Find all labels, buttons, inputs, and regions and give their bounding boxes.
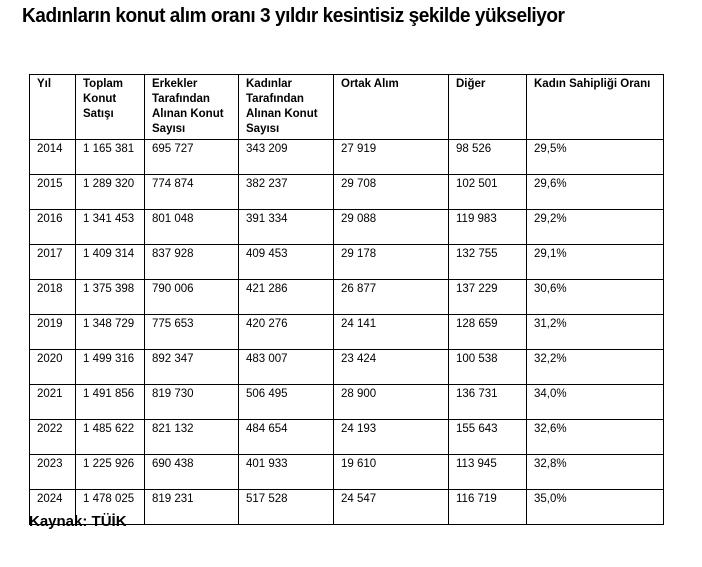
cell-men-purchases: 774 874 (145, 175, 239, 210)
cell-year: 2015 (30, 175, 76, 210)
cell-joint-purchases: 24 547 (334, 490, 449, 525)
cell-total-sales: 1 478 025 (76, 490, 145, 525)
cell-women-ownership-rate: 29,5% (527, 140, 664, 175)
header-joint-purchases: Ortak Alım (334, 75, 449, 140)
cell-women-purchases: 484 654 (239, 420, 334, 455)
cell-total-sales: 1 409 314 (76, 245, 145, 280)
table-row (30, 385, 664, 420)
cell-men-purchases: 819 231 (145, 490, 239, 525)
header-women-purchases: Kadınlar Tarafından Alınan Konut Sayısı (239, 75, 334, 140)
cell-year: 2019 (30, 315, 76, 350)
table-row (30, 350, 664, 385)
cell-total-sales: 1 348 729 (76, 315, 145, 350)
cell-joint-purchases: 28 900 (334, 385, 449, 420)
table-header-row (30, 75, 664, 140)
cell-women-ownership-rate: 32,8% (527, 455, 664, 490)
cell-total-sales: 1 225 926 (76, 455, 145, 490)
cell-women-purchases: 420 276 (239, 315, 334, 350)
cell-year: 2018 (30, 280, 76, 315)
cell-other: 113 945 (449, 455, 527, 490)
cell-joint-purchases: 27 919 (334, 140, 449, 175)
cell-men-purchases: 690 438 (145, 455, 239, 490)
cell-women-purchases: 517 528 (239, 490, 334, 525)
cell-joint-purchases: 24 193 (334, 420, 449, 455)
cell-total-sales: 1 375 398 (76, 280, 145, 315)
source-note: Kaynak: TÜİK (29, 513, 127, 530)
cell-total-sales: 1 499 316 (76, 350, 145, 385)
cell-women-ownership-rate: 35,0% (527, 490, 664, 525)
table-row (30, 455, 664, 490)
cell-year: 2023 (30, 455, 76, 490)
cell-women-purchases: 401 933 (239, 455, 334, 490)
cell-joint-purchases: 29 178 (334, 245, 449, 280)
cell-other: 136 731 (449, 385, 527, 420)
cell-women-ownership-rate: 29,1% (527, 245, 664, 280)
cell-women-purchases: 506 495 (239, 385, 334, 420)
cell-year: 2024 (30, 490, 76, 525)
cell-other: 119 983 (449, 210, 527, 245)
table-row (30, 315, 664, 350)
cell-other: 116 719 (449, 490, 527, 525)
housing-sales-table (29, 74, 664, 525)
cell-other: 98 526 (449, 140, 527, 175)
cell-men-purchases: 892 347 (145, 350, 239, 385)
cell-joint-purchases: 24 141 (334, 315, 449, 350)
cell-other: 128 659 (449, 315, 527, 350)
cell-women-purchases: 343 209 (239, 140, 334, 175)
header-men-purchases: Erkekler Tarafından Alınan Konut Sayısı (145, 75, 239, 140)
table-row (30, 140, 664, 175)
cell-men-purchases: 801 048 (145, 210, 239, 245)
cell-women-purchases: 391 334 (239, 210, 334, 245)
cell-total-sales: 1 289 320 (76, 175, 145, 210)
cell-joint-purchases: 26 877 (334, 280, 449, 315)
cell-total-sales: 1 341 453 (76, 210, 145, 245)
cell-joint-purchases: 29 708 (334, 175, 449, 210)
cell-women-ownership-rate: 32,2% (527, 350, 664, 385)
cell-year: 2022 (30, 420, 76, 455)
cell-men-purchases: 837 928 (145, 245, 239, 280)
cell-men-purchases: 775 653 (145, 315, 239, 350)
page-title: Kadınların konut alım oranı 3 yıldır kesintisiz şekilde yükseliyor (22, 4, 565, 27)
header-year: Yıl (30, 75, 76, 140)
cell-men-purchases: 819 730 (145, 385, 239, 420)
cell-other: 155 643 (449, 420, 527, 455)
cell-joint-purchases: 29 088 (334, 210, 449, 245)
cell-total-sales: 1 485 622 (76, 420, 145, 455)
cell-year: 2021 (30, 385, 76, 420)
cell-women-purchases: 409 453 (239, 245, 334, 280)
cell-other: 100 538 (449, 350, 527, 385)
table-row (30, 175, 664, 210)
cell-total-sales: 1 491 856 (76, 385, 145, 420)
cell-women-purchases: 483 007 (239, 350, 334, 385)
cell-year: 2014 (30, 140, 76, 175)
cell-women-purchases: 421 286 (239, 280, 334, 315)
cell-joint-purchases: 23 424 (334, 350, 449, 385)
cell-year: 2016 (30, 210, 76, 245)
cell-women-ownership-rate: 29,2% (527, 210, 664, 245)
cell-women-ownership-rate: 31,2% (527, 315, 664, 350)
header-women-ownership-rate: Kadın Sahipliği Oranı (527, 75, 664, 140)
cell-men-purchases: 790 006 (145, 280, 239, 315)
cell-total-sales: 1 165 381 (76, 140, 145, 175)
cell-women-purchases: 382 237 (239, 175, 334, 210)
table-row (30, 280, 664, 315)
cell-joint-purchases: 19 610 (334, 455, 449, 490)
cell-other: 132 755 (449, 245, 527, 280)
table-row (30, 420, 664, 455)
cell-women-ownership-rate: 30,6% (527, 280, 664, 315)
cell-other: 137 229 (449, 280, 527, 315)
cell-men-purchases: 695 727 (145, 140, 239, 175)
cell-women-ownership-rate: 32,6% (527, 420, 664, 455)
table-row (30, 245, 664, 280)
cell-women-ownership-rate: 34,0% (527, 385, 664, 420)
cell-year: 2017 (30, 245, 76, 280)
cell-other: 102 501 (449, 175, 527, 210)
header-other: Diğer (449, 75, 527, 140)
cell-women-ownership-rate: 29,6% (527, 175, 664, 210)
header-total-sales: Toplam Konut Satışı (76, 75, 145, 140)
table-row (30, 210, 664, 245)
cell-year: 2020 (30, 350, 76, 385)
cell-men-purchases: 821 132 (145, 420, 239, 455)
